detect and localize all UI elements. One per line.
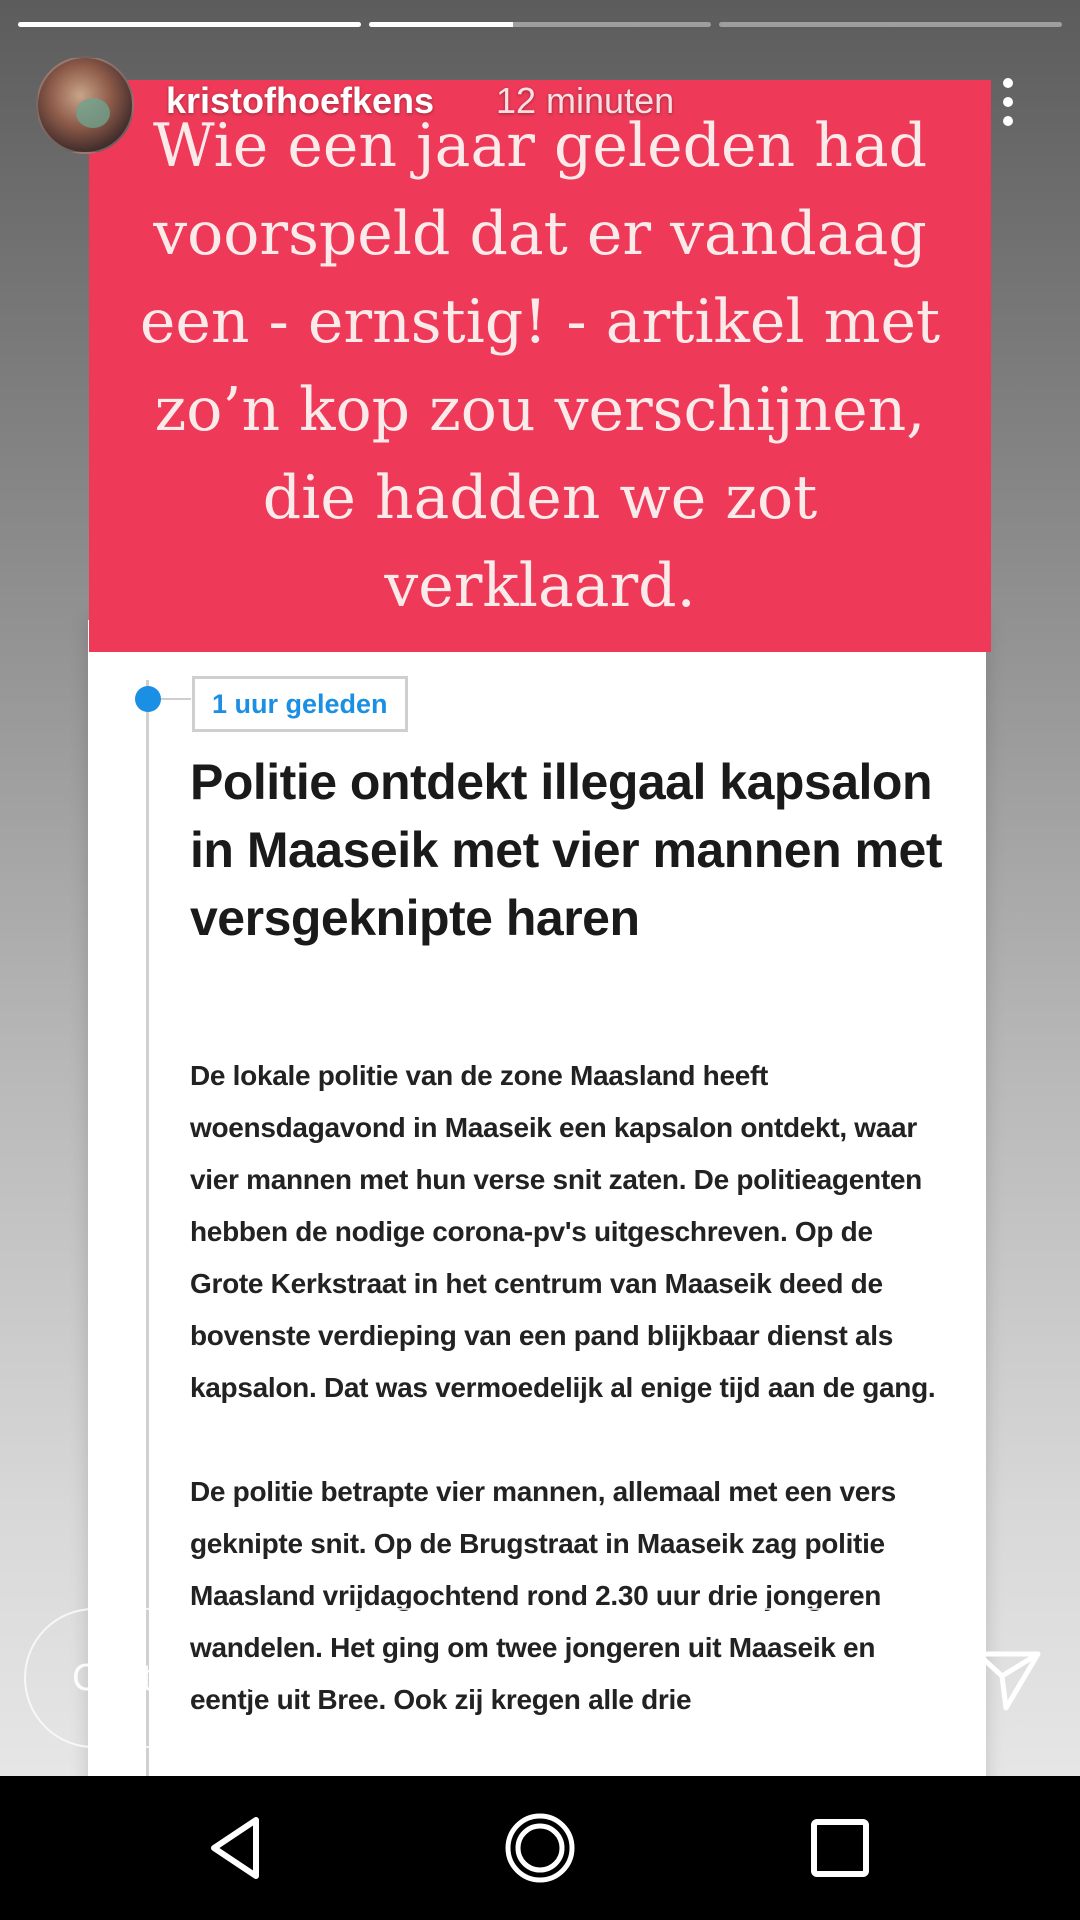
send-button[interactable] [972, 1646, 1044, 1714]
more-options-button[interactable] [990, 72, 1026, 132]
nav-recents-button[interactable] [800, 1808, 880, 1888]
progress-fill [18, 22, 361, 27]
more-vertical-icon-dot [1003, 116, 1013, 126]
more-vertical-icon-dot [1003, 97, 1013, 107]
avatar[interactable] [36, 56, 134, 154]
article-card [88, 620, 986, 1776]
nav-back-button[interactable] [200, 1808, 280, 1888]
article-headline: Politie ontdekt illegaal kapsalon in Maaseik met vier mannen met versgeknipte haren [190, 754, 942, 946]
system-nav-bar [0, 1776, 1080, 1920]
nav-recents-icon [800, 1808, 880, 1888]
nav-home-button[interactable] [500, 1808, 580, 1888]
progress-fill [369, 22, 513, 27]
article-time-badge: 1 uur geleden [192, 676, 408, 732]
progress-segment [369, 22, 712, 27]
avatar-detail [76, 98, 110, 128]
article-paragraph: De politie betrapte vier mannen, allemaal met een vers geknipte snit. Op de Brugstraat in Maaseik zag politie Maasland vrijdagochtend rond 2.30 uur drie jongeren wandelen. Het ging om twee jongeren uit Maaseik en eentje uit Bree. Ook zij kregen alle drie [190, 1476, 896, 1715]
nav-back-icon [200, 1808, 280, 1888]
timeline-tick [161, 698, 191, 700]
story-progress-bar [18, 22, 1062, 27]
progress-segment [719, 22, 1062, 27]
quote-box [89, 80, 991, 652]
more-vertical-icon [1003, 78, 1013, 88]
story-username[interactable]: kristofhoefkens [166, 80, 435, 121]
send-icon [972, 1646, 1044, 1714]
article-paragraph: De lokale politie van de zone Maasland heeft woensdagavond in Maaseik een kapsalon ontdekt, waar vier mannen met hun verse snit zaten. De politieagenten hebben de nodige corona-pv's uitgeschreven. Op de Grote Kerkstraat in het centrum van Maaseik deed de bovenste verdieping van een pand blijkbaar dienst als kapsalon. Dat was vermoedelijk al enige tijd aan de gang. [190, 1060, 936, 1403]
progress-segment [18, 22, 361, 27]
chat-message-input[interactable] [24, 1608, 912, 1748]
story-timestamp: 12 minuten [496, 80, 675, 121]
nav-home-icon [500, 1808, 580, 1888]
quote-text: Wie een jaar geleden had voorspeld dat er vandaag een - ernstig! - artikel met zo’n kop zou verschijnen, die hadden we zot verklaard. [139, 111, 941, 621]
timeline-dot [135, 686, 161, 712]
